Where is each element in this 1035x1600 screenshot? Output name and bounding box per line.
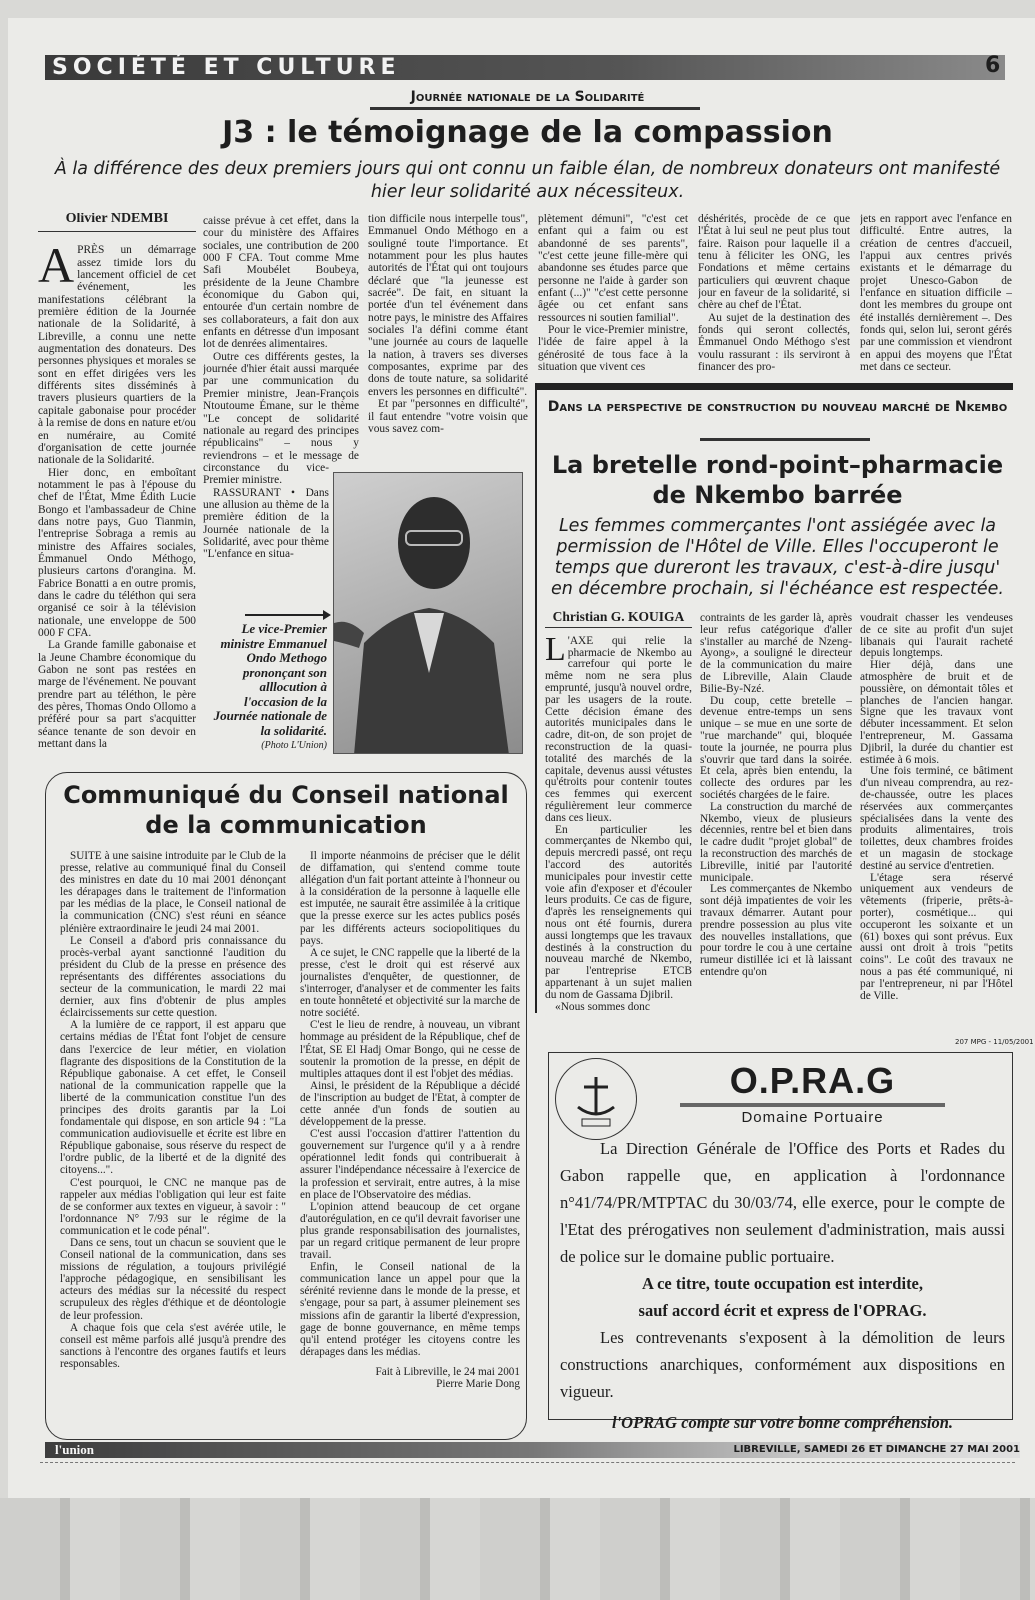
paragraph: 'AXE qui relie la pharmacie de Nkembo au carrefour qui porte le même nom ne sera plus emprunté, jusqu'à nouvel ordre, par les usagers de la route. Cette décision émane des autorités municipales dans le cadre, dit-on, de son projet de reconstruction de la quasi-totalité des marchés de la capitale, devenus aussi vétustes qu'étroits pour contenir toutes ces femmes qui exercent régulièrement leur commerce dans ces lieux. [545,634,692,824]
ad-bold-line: sauf accord écrit et express de l'OPRAG. [638,1301,927,1320]
brand-divider [680,1103,945,1107]
photo-caption: Le vice-Premier ministre Emmanuel Ondo Methogo prononçant son alllocution à l'occasion de la Journée nationale de la solidarité. [213,621,327,738]
paragraph: Enfin, le Conseil national de la communication lance un appel pour que la sérénité revienne dans le monde de la presse, et s'engage, pour sa part, à assumer pleinement ses missions afin de garantir la liberté d'expression, gage de bonne gouvernance, en même temps qu'il entend protéger les citoyens contre les dérapages dans les médias. [300,1261,520,1358]
paragraph: Hier déjà, dans une atmosphère de bruit et de poussière, on démontait tôles et planches de l'ancien hangar. Signe que les travaux vont débuter incessamment. Et selon l'entrepreneur, M. Gassama Djibril, la durée du chantier est estimée à 6 mois. [860,659,1013,766]
article2-headline: La bretelle rond-point–pharmacie de Nkembo barrée [551,451,1004,509]
paragraph: A chaque fois que cela s'est avérée utile, le conseil est même parfois allé jusqu'à prendre des sanctions à l'encontre des organes fautifs et leurs responsables. [60,1321,286,1370]
paragraph: L'opinion attend beaucoup de cet organe d'autorégulation, en ce qu'il devrait favoriser une plus grande responsabilisation des journalistes, par un regard critique permanent de leur propre travail. [300,1200,520,1262]
paragraph: jets en rapport avec l'enfance en difficulté. Entre autres, la création de centres d'accueil, l'appui aux centres privés existants et le démarrage du projet Unesco-Gabon de l'enfance en situation difficile – dont les membres du groupe ont été installés dernièrement –. Des fonds qui, selon lui, seront gérés par une commission et viendront en appui des moyens que l'État met dans ce secteur. [860,213,1012,374]
article1-column-5 [698,213,850,378]
article2-left-rule [535,383,537,1013]
paragraph: caisse prévue à cet effet, dans la cour du ministère des Affaires sociales, une contribution de 200 000 F CFA. Tout comme Mme Safi Moubélet Boubeya, présidente de la Jeune Chambre économique du Gabon qui, entourée d'un certain nombre de ses collaborateurs, a fait don aux enfants en détresse d'un imposant lot de denrées alimentaires. [203,215,359,351]
article1-column-3 [368,213,528,458]
article1-deck: À la différence des deux premiers jours qui ont connu un faible élan, de nombreux donateurs ont manifesté hier leur solidarité aux nécessiteux. [54,159,1001,202]
dropcap: A [38,237,75,294]
paragraph: «Nous sommes donc [555,1000,650,1013]
article2-deck: Les femmes commerçantes l'ont assiégée avec la permission de l'Hôtel de Ville. Elles l'occuperont le temps que dureront les travaux, c'est-à-dire jusqu' en décembre prochain, si l'échéance est respectée. [551,516,1004,599]
photo-vice-premier-ministre [333,472,523,754]
paragraph: Du coup, cette bretelle – devenue entre-temps un sens unique – se mue en une sorte de "rue marchande" qui, bloquée toute la journée, ne pourra plus s'ouvrir que tard dans la soirée. Et cela, après bien entendu, la collecte des ordures par les sociétés chargées de le faire. [700,694,852,801]
paragraph: L'étage sera réservé uniquement aux vendeurs de vêtements (friperie, prêts-à-porter), cosmétique... qui occuperont les soixante et un (61) boxes qui sont prévus. Eux aussi ont droit à trois "petits coins". Le coût des travaux ne nous a pas été communiqué, ni par l'entrepreneur, ni par l'Hôtel de Ville. [860,871,1013,1002]
article1-column-1 [38,213,196,758]
oprag-logo [555,1058,637,1140]
article1-column-6 [860,213,1012,378]
paragraph: Pour le vice-Premier ministre, l'idée de faire appel à la générosité de tous face à la situation que vivent ces [538,324,688,374]
article2-top-rule [535,383,1013,390]
paragraph: tion difficile nous interpelle tous", Emmanuel Ondo Méthogo en a souligné toute l'importance. Et notamment pour les plus hautes autorités de l'État qui ont toujours déclaré que "la jeunesse est sacrée". De fait, en situant la portée d'un tel événement dans notre pays, le ministre des Affaires sociales l'a défini comme étant "une journée au cours de laquelle la nation, à travers ses diverses composantes, exprime par des dons de toute nature, sa solidarité envers les personnes en difficulté". [368,213,528,398]
paragraph: Et par "personnes en difficulté", il faut entendre "votre voisin que vous savez com- [368,398,528,435]
photo-credit: (Photo L'Union) [261,740,327,751]
paragraph: PRÈS un démarrage assez timide lors du lancement officiel de cet événement, les manifestations célébrant la première édition de la Journée nationale de la Solidarité, à Libreville, a connu une nette augmentation des donateurs. Des personnes physiques et morales se sont en effet dirigées vers les différents sites disséminés à travers plusieurs quartiers de la capitale gabonaise pour procéder à la remise de dons en nature et/ou en numéraire, au Comité d'organisation de cette journée nationale de la Solidarité. [38,244,196,467]
paragraph: déshérités, procède de ce que l'État à lui seul ne peut plus tout faire. Raison pour laquelle il a tenu à féliciter les ONG, les Fondations et même certains particuliers qui œuvrent chaque jour en faveur de la solidarité, si chère au chef de l'État. [698,213,850,312]
signatory: Pierre Marie Dong [436,1378,520,1391]
article1-headline: J3 : le témoignage de la compassion [222,115,833,150]
paragraph: Il importe néanmoins de préciser que le délit de diffamation, qui s'entend comme toute allégation d'un fait portant atteinte à l'honneur ou à la considération de la personne à laquelle elle est imputée, ne saurait être assimilée à la critique que la presse exerce sur les actes publics posés par les différents acteurs sociopolitiques du pays. [300,850,520,947]
newspaper-name: l'union [55,1442,95,1457]
ad-reference: 207 MPG - 11/05/2001 [955,1038,1034,1046]
paragraph: Une fois terminé, ce bâtiment d'un niveau comprendra, au rez-de-chaussée, outre les places réservées aux commerçantes spécialisées dans la vente des produits alimentaires, trois toilettes, deux chambres froides et un magasin de stockage destiné au service d'entretien. [860,765,1013,872]
paragraph: RASSURANT • Dans une allusion au thème de la première édition de la Journée nationale de la Solidarité, avec pour thème "L'enfance en situa- [203,486,329,561]
paragraph: C'est le lieu de rendre, à nouveau, un vibrant hommage au président de la République, chef de l'État, SE El Hadj Omar Bongo, qui ne cesse de soutenir la promotion de la presse, en dépit de multiples attaques dont il est l'objet des médias. [300,1019,520,1080]
article1-column-4 [538,213,688,378]
oprag-subtitle: Domaine Portuaire [741,1109,884,1126]
caption-block [205,622,327,752]
paragraph: C'est pourquoi, le CNC ne manque pas de rappeler aux médias l'obligation qui leur est faite de se conformer aux textes en vigueur, à savoir : " l'ordonnance N° 7/93 sur le régime de la communication et le code pénal". [60,1176,286,1237]
dateline: LIBREVILLE, SAMEDI 26 ET DIMANCHE 27 MAI 2001 [733,1444,1020,1455]
paragraph: A ce sujet, le CNC rappelle que la liberté de la presse, c'est le droit qui est réservé aux journalistes d'enquêter, de questionner, de s'interroger, d'analyser et de commenter les faits en toute honnêteté et objectivité sur la marche de notre société. [300,946,520,1020]
article2-kicker: Dans la perspective de construction du nouveau marché de Nkembo [547,399,1008,415]
paragraph: Les commerçantes de Nkembo sont déjà impatientes de voir les travaux démarrer. Autant pour prendre possession au plus vite des nouvelles installations, que pour tordre le cou à une certaine rumeur distillée ici et là laissant entendre qu'on [700,883,852,978]
paragraph: Au sujet de la destination des fonds qui seront collectés, Émmanuel Ondo Méthogo s'est voulu rassurant : ils serviront à financer des pro- [698,311,850,374]
article2-byline: Christian G. KOUIGA [545,611,692,628]
paragraph: A la lumière de ce rapport, il est apparu que certains médias de l'État font l'objet de censure dans l'exercice de leur métier, en violation flagrante des dispositions de la Constitution de la République gabonaise. A cet effet, le Conseil national de la communication rappelle que la liberté de la communication constitue l'un des principes des droits garantis par la Loi fondamentale qui dispose, en son article 94 : "La communication audiovisuelle et écrite est libre en République gabonaise, sous réserve du respect de l'ordre public, de la liberté et de la dignité des citoyens...". [60,1019,286,1177]
paragraph: Hier donc, en emboîtant notamment le pas à l'épouse du chef de l'État, Mme Édith Lucie Bongo et l'ambassadeur de Chine dans notre pays, Guo Tianmin, l'entreprise Sobraga a remis au ministre des Affaires sociales, Émmanuel Ondo Méthogo, plusieurs cartons d'orangina. M. Fabrice Bonatti a en outre promis, dans le cadre du téléthon qui sera organisé ce soir à la télévision nationale, une enveloppe de 500 000 F CFA. [38,466,196,639]
ad-body [560,1135,1005,1436]
paragraph: La construction du marché de Nkembo, vieux de plusieurs décennies, rentre bel et bien dans le cadre dudit "projet global" de la reconstruction des marchés de Libreville, initié par l'autorité municipale. [700,800,852,884]
paragraph: plètement démuni", "c'est cet enfant qui a faim ou est abandonné de ses parents", "c'est cette jeune fille-mère qui abandonne ses études parce que personne ne l'aide à garder son enfant (...)" "c'est cette personne âgée ou cet enfant sans ressources ni soutien familial". [538,213,688,324]
paragraph: Outre ces différents gestes, la journée d'hier était aussi marquée par une communication du Premier ministre, Jean-François Ntoutoume Émane, sur le thème "Le concept de solidarité nationale au regard des principes républicains" – nous y reviendrons – et le message de circonstance du vice-Premier ministre. [203,350,359,487]
article2-column-3 [860,613,1013,1033]
anchor-icon [556,1059,636,1139]
paragraph: voudrait chasser les vendeuses de ce site au profit d'un sujet libanais qui l'aurait racheté depuis longtemps. [860,613,1013,660]
paragraph: Ainsi, le président de la République a décidé de l'inscription au budget de l'Etat, à compter de cette année d'un fonds de soutien au développement de la presse. [300,1079,520,1129]
ad-paragraph: La Direction Générale de l'Office des Ports et Rades du Gabon rappelle que, en application à l'ordonnance n°41/74/PR/MTPTAC du 30/03/74, elle exerce, pour le compte de l'Etat des prérogatives non seulement d'administration, mais aussi de police sur le domaine public portuaire. [560,1139,1005,1266]
background-surface [0,1498,1035,1600]
article1-byline: Olivier NDEMBI [38,213,196,232]
paragraph: SUITE à une saisine introduite par le Club de la presse, relative au communiqué final du Conseil des ministres en date du 10 mai 2001 dénonçant les dérapages dans le traitement de l'information par les médias de la place, le Conseil national de la communication (CNC) s'est réuni en séance plénière extraordinaire le jeudi 24 mai 2001. [60,850,286,935]
dropcap: L [545,630,566,668]
paragraph: contraints de les garder là, après leur refus catégorique d'aller s'installer au marché de Nzeng-Ayong», a souligné le directeur de la communication du maire de Libreville, Alain Claude Bilie-By-Nzé. [700,613,852,695]
communique-title: Communiqué du Conseil national de la communication [63,781,509,839]
fold-line [40,1462,1015,1463]
article2-column-2 [700,613,852,1033]
ad-bold-line: A ce titre, toute occupation est interdite, [641,1274,924,1293]
paragraph: Dans ce sens, tout un chacun se souvient que le Conseil national de la communication, dans ses missions de régulation, a toujours privilégié l'approche pédagogique, en sensibilisant les acteurs des médias sur la nécessité du respect scrupuleux des règles d'éthique et de déontologie de leur profession. [60,1237,286,1322]
portrait-illustration [334,473,523,754]
communique-column-1 [60,850,286,1435]
article2-column-1 [545,611,692,1033]
ad-closing: l'OPRAG compte sur votre bonne compréhension. [611,1413,953,1432]
place-date: Fait à Libreville, le 24 mai 2001 [375,1365,520,1378]
paragraph: Le Conseil a d'abord pris connaissance du procès-verbal ayant sanctionné l'audition du président du Club de la presse en présence des représentants des différentes associations du secteur de la communication, le mardi 22 mai dernier, aux fins d'obtenir de plus amples éclaircissements sur cette question. [60,934,286,1020]
paragraph: En particulier les commerçantes de Nkembo qui, depuis mercredi passé, ont reçu l'accord des autorités municipales pour investir cette voie afin d'exposer et d'écouler leurs produits. Ce cas de figure, d'après les renseignements qui nous ont été fournis, durera aussi longtemps que les travaux destinés à la construction du nouveau marché de Nkembo, par l'entreprise ETCB appartenant à un sujet malien du nom de Gassama Djibril. [545,823,692,1001]
kicker-underline [370,107,700,110]
paragraph: La Grande famille gabonaise et la Jeune Chambre économique du Gabon ne sont pas restées en marge de l'événement. Ne pouvant prendre part au téléthon, le père des pères, Thomas Ondo Ollomo a préféré pour sa part s'acquitter séance tenante de son devoir en mettant dans la [38,639,196,751]
section-title: SOCIÉTÉ ET CULTURE [52,55,401,80]
kicker-underline [700,438,870,441]
arrow-icon [245,614,325,616]
page-number: 6 [985,53,1001,78]
communique-column-2 [300,850,520,1435]
paragraph: C'est aussi l'occasion d'attirer l'attention du gouvernement sur l'urgence qu'il y a à rendre opérationnel ledit fonds qui contribuerait à assurer l'indépendance nécessaire à l'exercice de la profession et servirait, entre autres, à la mise en place de l'Observatoire des médias. [300,1128,520,1201]
ad-paragraph: Les contrevenants s'exposent à la démolition de leurs constructions anarchiques, conformément aux dispositions en vigueur. [560,1328,1005,1401]
oprag-brand: O.P.RA.G [729,1060,896,1101]
article1-kicker: Journée nationale de la Solidarité [410,89,645,105]
